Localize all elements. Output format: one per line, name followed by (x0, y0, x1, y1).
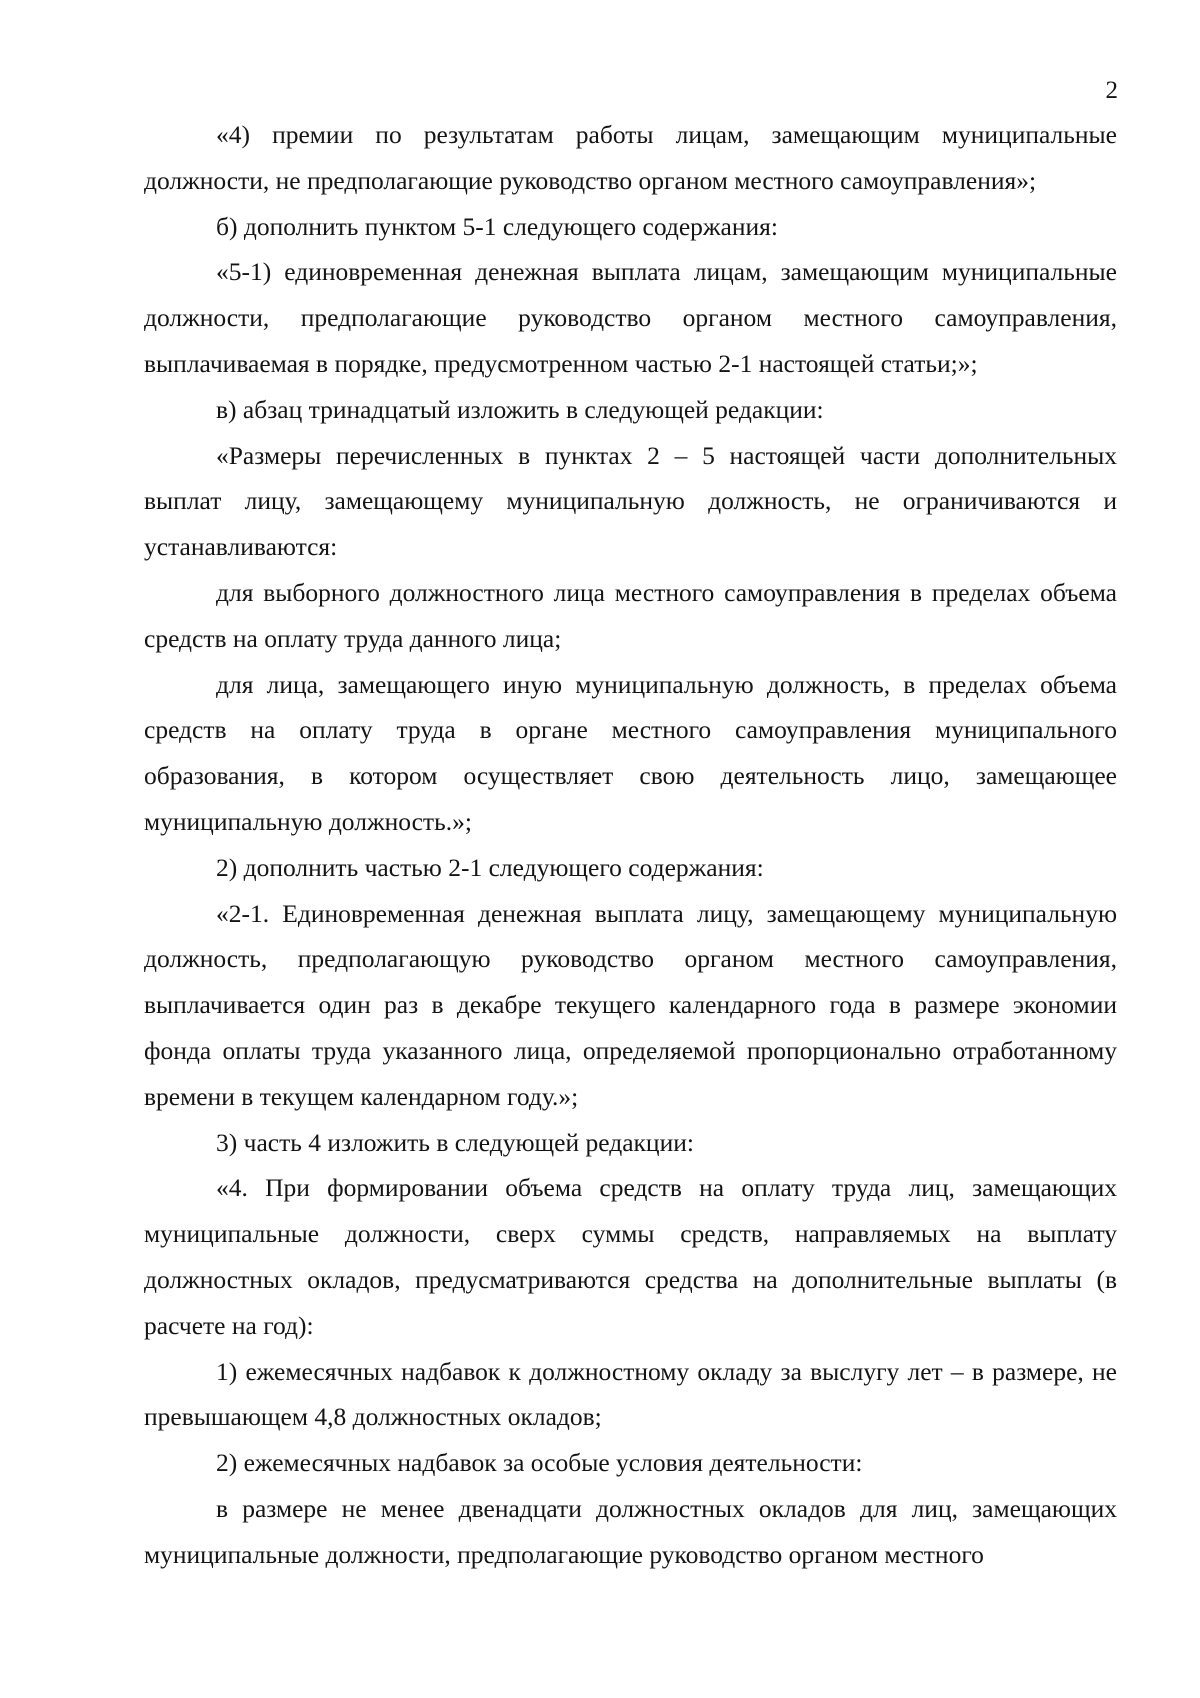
page-number: 2 (1105, 77, 1118, 104)
paragraph-2: б) дополнить пунктом 5-1 следующего содержания: (216, 211, 778, 241)
paragraph-9: «2-1. Единовременная денежная выплата лицу, замещающему муниципальную должность, предполагающую руководство органом местного самоуправления, выплачивается один раз в декабре текущего календарного года в размере экономии фонда оплаты труда указанного лица, определяемой пропорционально отработанному времени в текущем календарном году.»; (144, 898, 1117, 1111)
paragraph-7: для лица, замещающего иную муниципальную должность, в пределах объема средств на оплату труда в органе местного самоуправления муниципального образования, в котором осуществляет свою деятельность лицо, замещающее муниципальную должность.»; (144, 669, 1117, 836)
paragraph-8: 2) дополнить частью 2-1 следующего содержания: (216, 852, 764, 882)
paragraph-13: 2) ежемесячных надбавок за особые условия деятельности: (216, 1448, 863, 1478)
paragraph-12: 1) ежемесячных надбавок к должностному окладу за выслугу лет – в размере, не превышающем 4,8 должностных окладов; (144, 1356, 1117, 1432)
document-body (144, 112, 1117, 1578)
paragraph-3: «5-1) единовременная денежная выплата лицам, замещающим муниципальные должности, предполагающие руководство органом местного самоуправления, выплачиваемая в порядке, предусмотренном частью 2-1 настоящей статьи;»; (144, 257, 1117, 378)
paragraph-6: для выборного должностного лица местного самоуправления в пределах объема средств на оплату труда данного лица; (144, 577, 1117, 653)
paragraph-14: в размере не менее двенадцати должностных окладов для лиц, замещающих муниципальные должности, предполагающие руководство органом местного (144, 1493, 1117, 1569)
paragraph-4: в) абзац тринадцатый изложить в следующей редакции: (216, 394, 824, 424)
paragraph-10: 3) часть 4 изложить в следующей редакции: (216, 1127, 694, 1157)
paragraph-11: «4. При формировании объема средств на оплату труда лиц, замещающих муниципальные должности, сверх суммы средств, направляемых на выплату должностных окладов, предусматриваются средства на дополнительные выплаты (в расчете на год): (144, 1173, 1117, 1340)
paragraph-1: «4) премии по результатам работы лицам, замещающим муниципальные должности, не предполагающие руководство органом местного самоуправления»; (144, 120, 1117, 195)
paragraph-5: «Размеры перечисленных в пунктах 2 – 5 настоящей части дополнительных выплат лицу, замещающему муниципальную должность, не ограничиваются и устанавливаются: (144, 440, 1117, 562)
